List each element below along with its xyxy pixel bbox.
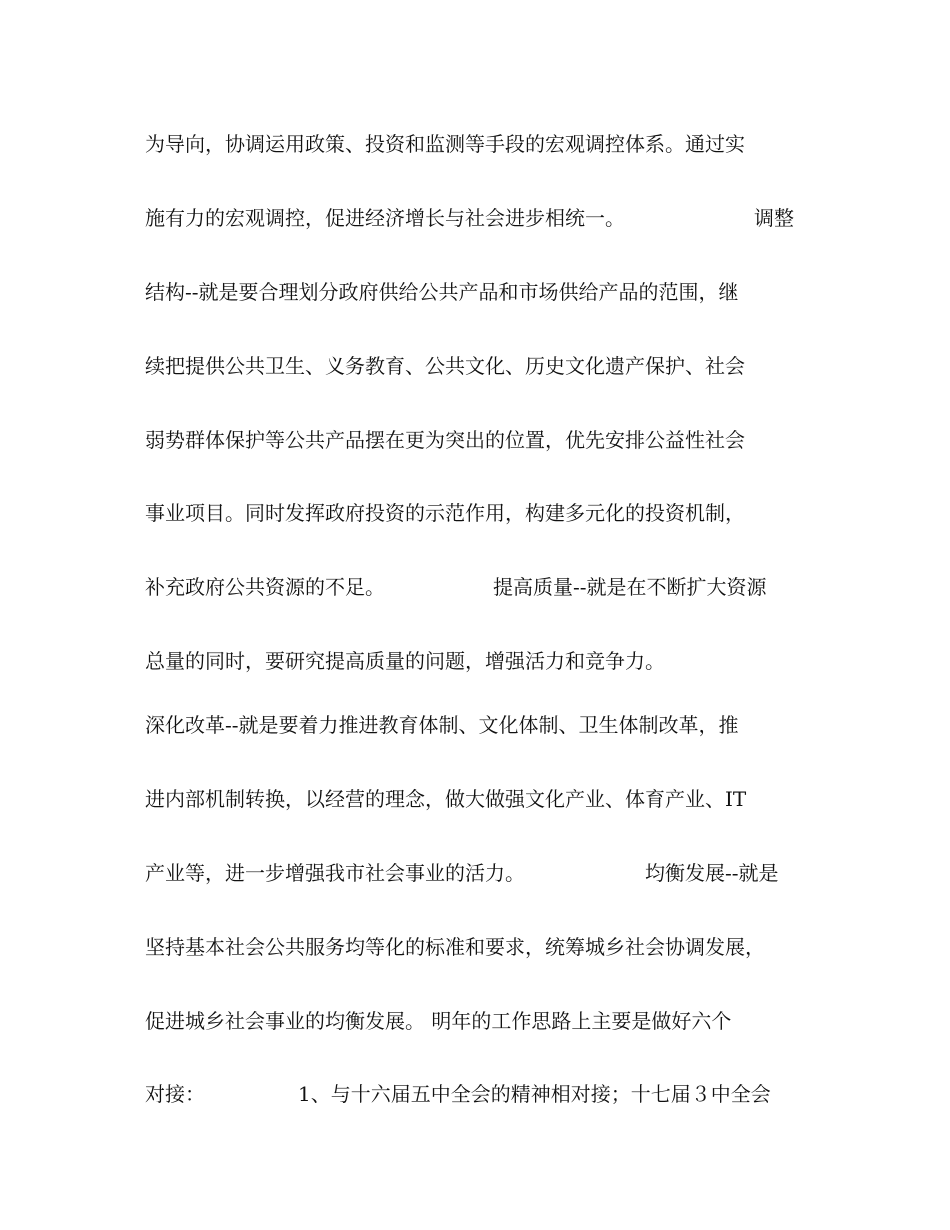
text-line: 为导向，协调运用政策、投资和监测等手段的宏观调控体系。通过实 xyxy=(145,132,745,156)
text-line: 促进城乡社会事业的均衡发展。 明年的工作思路上主要是做好六个 xyxy=(145,1009,732,1033)
text-line: 事业项目。同时发挥政府投资的示范作用，构建多元化的投资机制， xyxy=(145,501,745,525)
text-line-tail: 调整 xyxy=(754,206,794,230)
text-line: 弱势群体保护等公共产品摆在更为突出的位置，优先安排公益性社会 xyxy=(145,428,745,452)
text-line: 施有力的宏观调控，促进经济增长与社会进步相统一。 xyxy=(145,206,625,230)
text-line: 续把提供公共卫生、义务教育、公共文化、历史文化遗产保护、社会 xyxy=(145,354,745,378)
text-line-tail: 均衡发展--就是 xyxy=(645,861,779,885)
text-line: 产业等，进一步增强我市社会事业的活力。 xyxy=(145,861,525,885)
text-line: 坚持基本社会公共服务均等化的标准和要求，统筹城乡社会协调发展， xyxy=(145,935,765,959)
text-line: 补充政府公共资源的不足。 xyxy=(145,575,385,599)
text-line: 对接： xyxy=(145,1082,205,1106)
text-line-tail: 1、与十六届五中全会的精神相对接；十七届３中全会 xyxy=(298,1082,771,1106)
text-line-tail: 提高质量--就是在不断扩大资源 xyxy=(493,575,767,599)
text-line: 进内部机制转换，以经营的理念，做大做强文化产业、体育产业、IT xyxy=(145,787,747,811)
text-line: 结构--就是要合理划分政府供给公共产品和市场供给产品的范围，继 xyxy=(145,280,739,304)
text-line: 总量的同时，要研究提高质量的问题，增强活力和竞争力。 xyxy=(145,649,665,673)
text-line: 深化改革--就是要着力推进教育体制、文化体制、卫生体制改革，推 xyxy=(145,713,739,737)
